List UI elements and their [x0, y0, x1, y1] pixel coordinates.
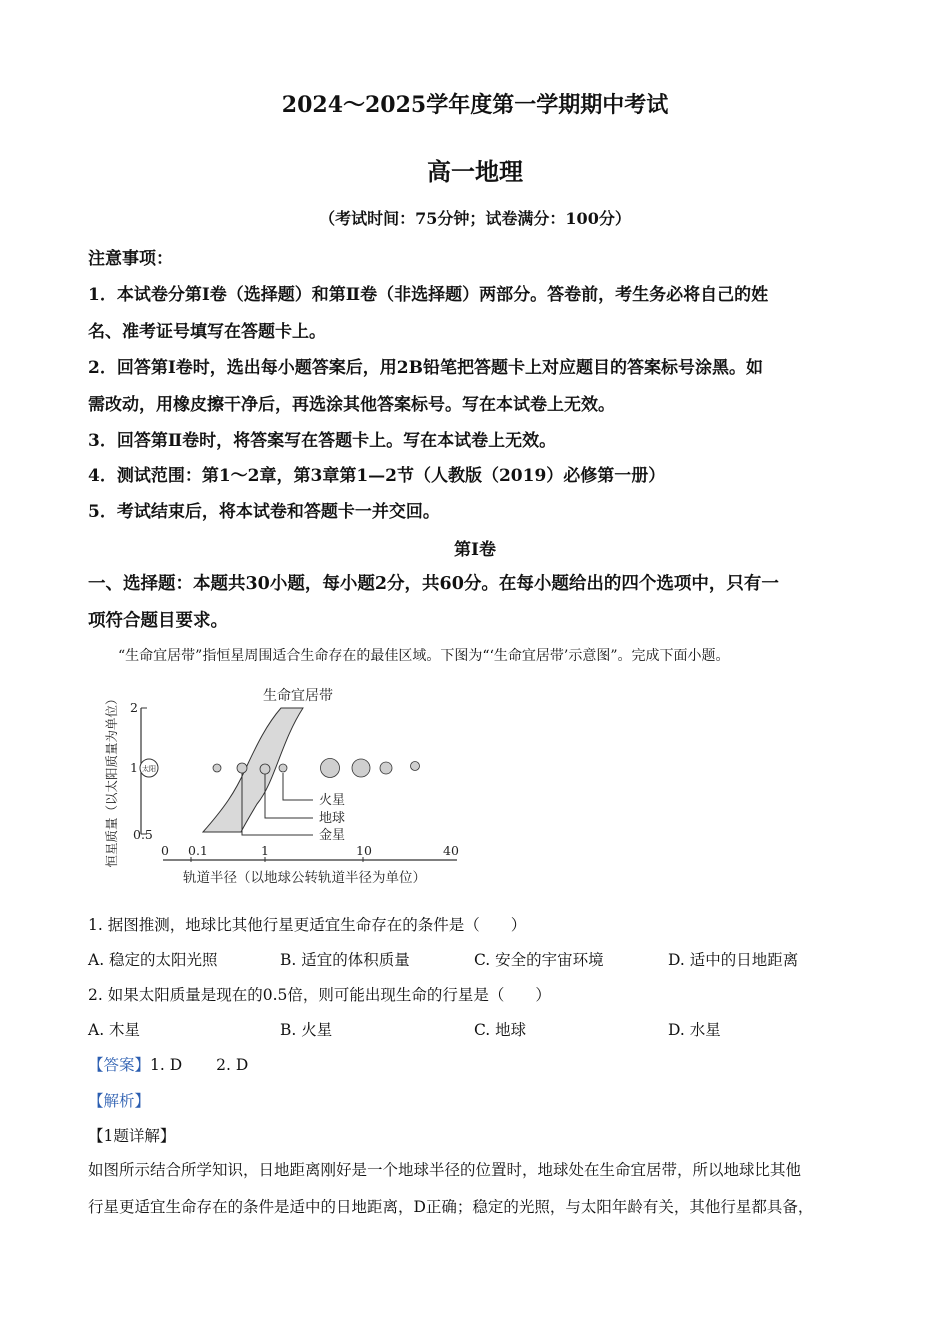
- note-line-1: 1．本试卷分第Ⅰ卷（选择题）和第Ⅱ卷（非选择题）两部分。答卷前，考生务必将自己的姓: [88, 285, 769, 305]
- y-tick-05: 0.5: [133, 827, 153, 842]
- question-1-stem: 1. 据图推测，地球比其他行星更适宜生命存在的条件是（ ）: [88, 916, 527, 934]
- planet-saturn: [352, 759, 370, 777]
- callout-mars: 火星: [319, 793, 346, 808]
- callout-venus: 金星: [319, 828, 346, 843]
- x-tick-1: 1: [261, 843, 269, 858]
- habitable-zone-figure: [95, 672, 475, 892]
- q1-option-c: C. 安全的宇宙环境: [474, 951, 604, 969]
- sun-label: 太阳: [142, 765, 156, 773]
- detail-line-1: 如图所示结合所学知识，日地距离刚好是一个地球半径的位置时，地球处在生命宜居带，所以地球比其他: [88, 1161, 802, 1179]
- y-tick-1: 1: [130, 760, 138, 775]
- note-line-2: 名、准考证号填写在答题卡上。: [88, 322, 326, 342]
- y-axis-label: 恒星质量（以太阳质量为单位）: [104, 692, 119, 868]
- exam-title: 2024～2025学年度第一学期期中考试: [281, 92, 669, 118]
- note-line-6: 4．测试范围：第1～2章，第3章第1—2节（人教版（2019）必修第一册）: [88, 466, 666, 486]
- answer-label: 【答案】: [88, 1056, 151, 1074]
- q1-option-a: A. 稳定的太阳光照: [88, 951, 218, 969]
- q1-option-d: D. 适中的日地距离: [668, 951, 799, 969]
- planet-venus: [237, 763, 247, 773]
- x-tick-0: 0: [161, 843, 169, 858]
- planet-mercury: [213, 764, 221, 772]
- note-line-5: 3．回答第Ⅱ卷时，将答案写在答题卡上。写在本试卷上无效。: [88, 431, 557, 451]
- question-2-stem: 2. 如果太阳质量是现在的0.5倍，则可能出现生命的行星是（ ）: [88, 986, 551, 1004]
- callout-earth-line: [265, 774, 313, 818]
- notes-heading: 注意事项：: [88, 249, 173, 269]
- x-axis-label: 轨道半径（以地球公转轨道半径为单位）: [183, 870, 426, 886]
- planet-earth: [260, 764, 270, 774]
- q2-option-a: A. 木星: [88, 1021, 141, 1039]
- y-tick-2: 2: [130, 700, 138, 715]
- planet-mars: [279, 764, 287, 772]
- answer-1: 1. D: [150, 1056, 183, 1074]
- subject-title: 高一地理: [427, 157, 523, 186]
- intro-text: “生命宜居带”指恒星周围适合生命存在的最佳区域。下图为“‘生命宜居带’示意图”。完成下面小题。: [118, 648, 730, 664]
- section-line-2: 项符合题目要求。: [88, 611, 228, 631]
- detail-heading: 【1题详解】: [88, 1127, 176, 1145]
- x-tick-01: 0.1: [188, 843, 208, 858]
- analysis-label: 【解析】: [88, 1092, 151, 1110]
- note-line-3: 2．回答第Ⅰ卷时，选出每小题答案后，用2B铅笔把答题卡上对应题目的答案标号涂黑。如: [88, 358, 763, 378]
- exam-info: （考试时间：75分钟；试卷满分：100分）: [319, 209, 631, 228]
- callout-earth: 地球: [319, 811, 346, 826]
- zone-label: 生命宜居带: [263, 688, 333, 704]
- planet-neptune: [411, 762, 420, 771]
- x-tick-10: 10: [356, 843, 372, 858]
- note-line-7: 5．考试结束后，将本试卷和答题卡一并交回。: [88, 502, 440, 522]
- q2-option-b: B. 火星: [280, 1021, 333, 1039]
- q2-option-c: C. 地球: [474, 1021, 527, 1039]
- detail-line-2: 行星更适宜生命存在的条件是适中的日地距离，D正确；稳定的光照，与太阳年龄有关，其他行星都具备，: [88, 1198, 814, 1216]
- section-line-1: 一、选择题：本题共30小题，每小题2分，共60分。在每小题给出的四个选项中，只有一: [88, 574, 779, 594]
- volume-heading: 第Ⅰ卷: [454, 540, 496, 560]
- answer-2: 2. D: [216, 1056, 249, 1074]
- q1-option-b: B. 适宜的体积质量: [280, 951, 410, 969]
- answer-row: [88, 1053, 248, 1075]
- callout-mars-line: [283, 773, 313, 800]
- planet-uranus: [380, 762, 392, 774]
- q2-option-d: D. 水星: [668, 1021, 721, 1039]
- x-tick-40: 40: [443, 843, 459, 858]
- planet-jupiter: [321, 759, 340, 778]
- note-line-4: 需改动，用橡皮擦干净后，再选涂其他答案标号。写在本试卷上无效。: [88, 395, 615, 415]
